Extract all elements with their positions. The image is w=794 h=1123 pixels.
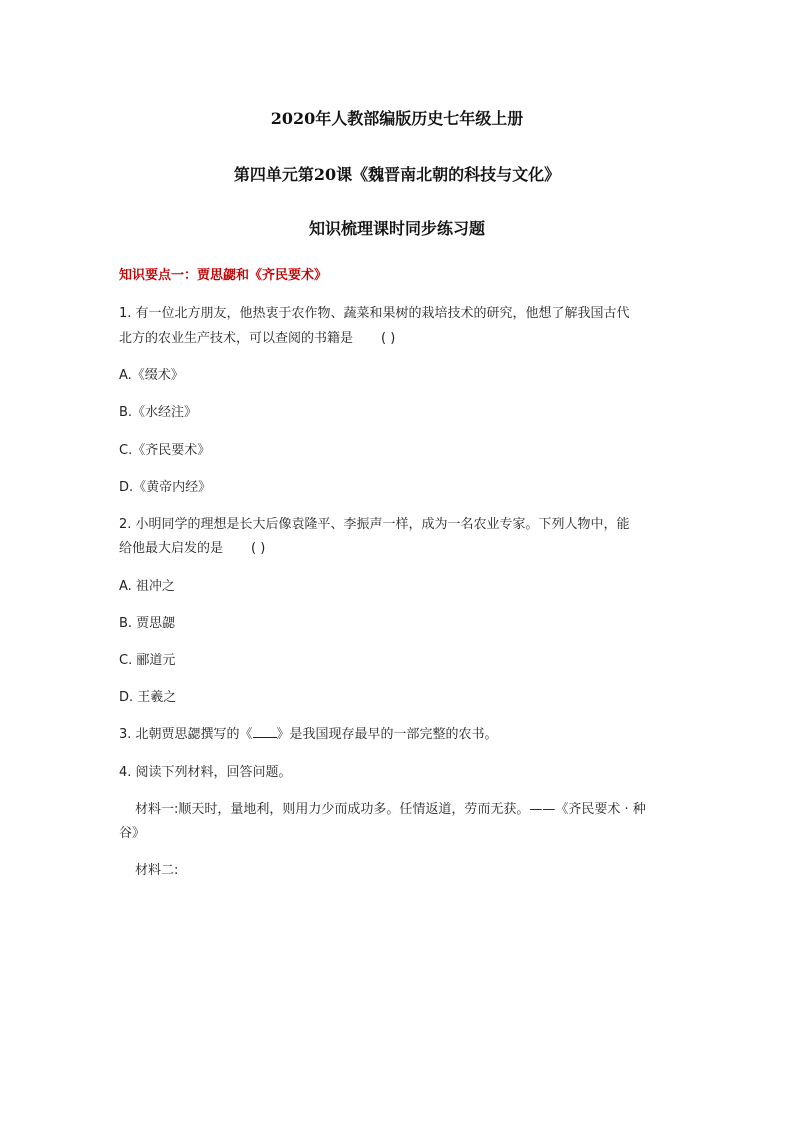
question-3-prefix: 3. 北朝贾思勰撰写的《 xyxy=(119,727,253,742)
material-1-line-1: 材料一:顺天时，量地利，则用力少而成功多。任情返道，劳而无获。——《齐民要术 · 种 xyxy=(135,802,646,817)
question-3-suffix: 》是我国现存最早的一部完整的农书。 xyxy=(276,727,498,742)
question-1-line-2 xyxy=(119,327,395,346)
question-1-text: 北方的农业生产技术，可以查阅的书籍是 xyxy=(119,331,354,346)
question-2-option-a: A. 祖冲之 xyxy=(119,579,175,594)
question-2-option-c: C. 郦道元 xyxy=(119,653,176,668)
question-2-text: 给他最大启发的是 xyxy=(119,541,224,556)
question-1-option-c: C.《齐民要术》 xyxy=(119,443,211,458)
material-2-label: 材料二: xyxy=(135,863,179,878)
fill-in-blank xyxy=(253,725,277,738)
question-1-option-b: B.《水经注》 xyxy=(119,405,198,420)
question-2-option-d: D. 王羲之 xyxy=(119,690,177,705)
document-title: 2020年人教部编版历史七年级上册 xyxy=(270,109,524,128)
answer-parenthesis: ( ) xyxy=(251,541,266,556)
question-2-line-2 xyxy=(119,537,265,556)
question-3 xyxy=(119,723,498,742)
question-1-option-d: D.《黄帝内经》 xyxy=(119,480,212,495)
answer-parenthesis: ( ) xyxy=(381,331,396,346)
lesson-title: 第四单元第20课《魏晋南北朝的科技与文化》 xyxy=(233,165,561,184)
question-2-option-b: B. 贾思勰 xyxy=(119,616,176,631)
question-1-option-a: A.《缀术》 xyxy=(119,368,184,383)
material-1-line-2: 谷》 xyxy=(119,826,146,841)
section-heading: 知识要点一：贾思勰和《齐民要术》 xyxy=(119,268,328,283)
question-2-line-1: 2. 小明同学的理想是长大后像袁隆平、李振声一样，成为一名农业专家。下列人物中，能 xyxy=(119,517,630,532)
exercise-subtitle: 知识梳理课时同步练习题 xyxy=(308,219,485,238)
question-4-stem: 4. 阅读下列材料，回答问题。 xyxy=(119,765,292,780)
question-1-line-1: 1. 有一位北方朋友，他热衷于农作物、蔬菜和果树的栽培技术的研究，他想了解我国古代 xyxy=(119,306,630,321)
